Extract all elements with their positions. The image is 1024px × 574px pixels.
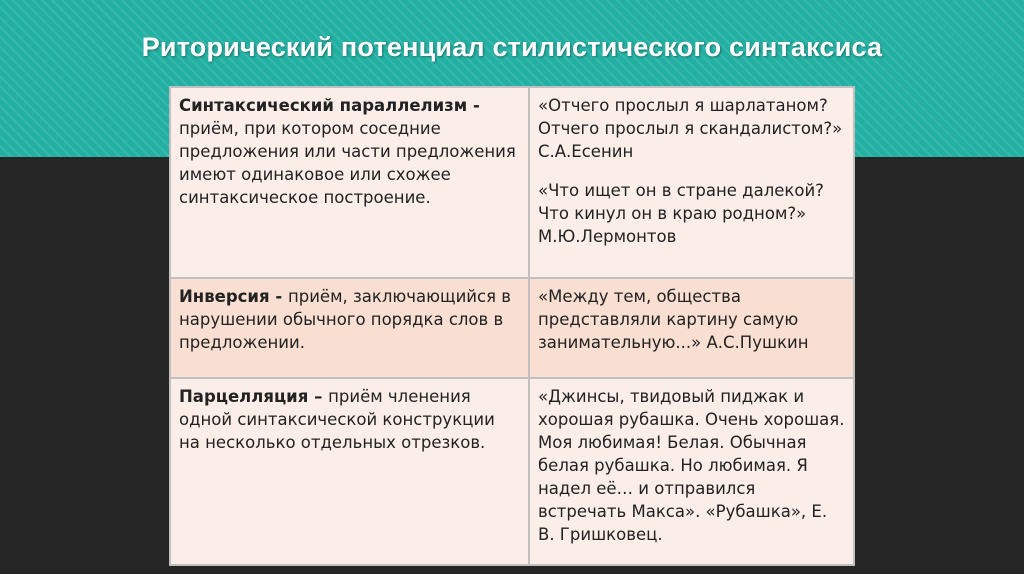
- table-row: [170, 87, 854, 278]
- example-quote: «Что ищет он в стране далекой? Что кинул он в краю родном?»: [538, 181, 824, 223]
- example-quote: «Отчего прослыл я шарлатаном? Отчего прослыл я скандалистом?»: [538, 96, 843, 138]
- slide-title: Риторический потенциал стилистического синтаксиса: [141, 32, 883, 62]
- example-author: М.Ю.Лермонтов: [538, 227, 677, 246]
- term-label: Парцелляция –: [179, 387, 329, 406]
- spacer: [538, 163, 845, 179]
- example-author: С.А.Есенин: [538, 142, 634, 161]
- definition-cell: [170, 87, 529, 278]
- definition-text: приём, заключающийся в нарушении обычного порядка слов в предложении.: [179, 287, 512, 352]
- syntax-devices-table: [169, 86, 855, 566]
- example-quote: «Джинсы, твидовый пиджак и хорошая рубашка. Очень хорошая. Моя любимая! Белая. Обычная белая рубашка. Но любимая. Я надел её… и отправился встречать Макса». «Рубашка», Е. В. Гришковец.: [538, 387, 845, 544]
- definition-cell: [170, 378, 529, 565]
- definition-text: приём, при котором соседние предложения или части предложения имеют одинаковое или схожее синтаксическое построение.: [179, 119, 516, 207]
- example-cell: [529, 87, 854, 278]
- table-row: [170, 278, 854, 378]
- example-cell: [529, 378, 854, 565]
- example-cell: [529, 278, 854, 378]
- definition-text: приём членения одной синтаксической конструкции на несколько отдельных отрезков.: [179, 387, 495, 452]
- term-label: Инверсия -: [179, 287, 288, 306]
- definition-cell: [170, 278, 529, 378]
- term-label: Синтаксический параллелизм -: [179, 96, 480, 115]
- table-row: [170, 378, 854, 565]
- example-quote: «Между тем, общества представляли картину самую занимательную...» А.С.Пушкин: [538, 287, 809, 352]
